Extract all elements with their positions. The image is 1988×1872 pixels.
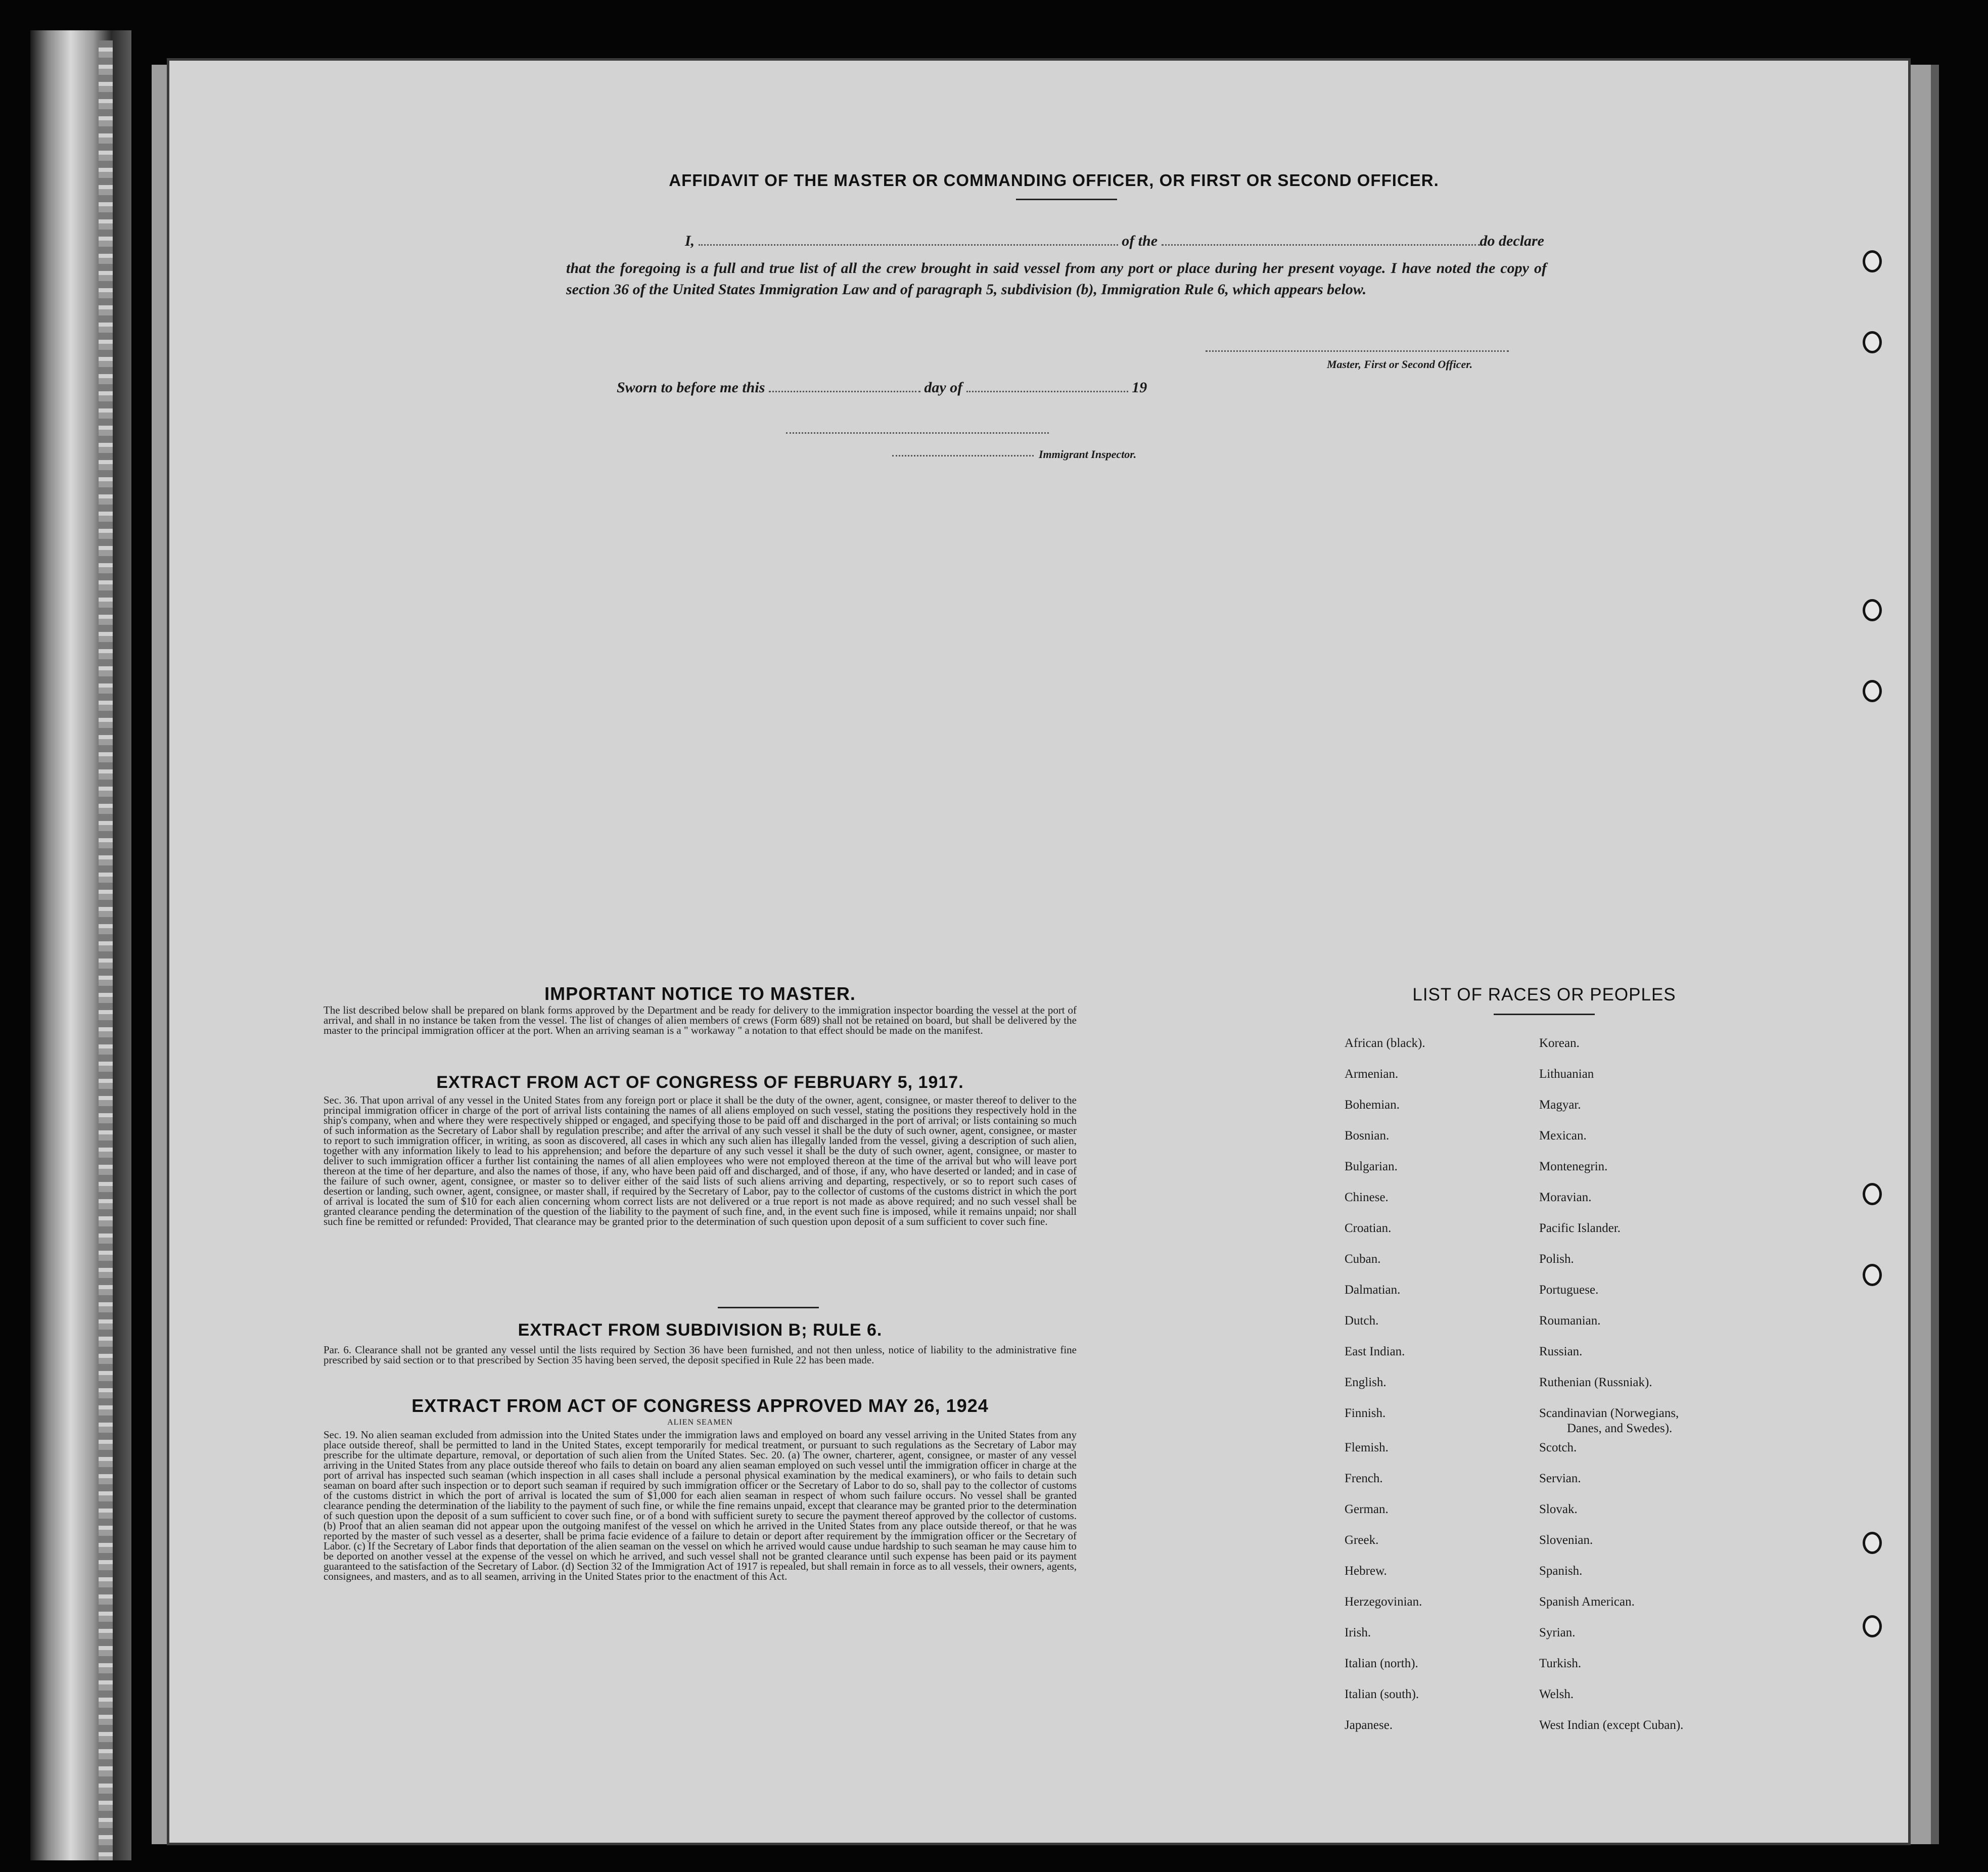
race-item: Lithuanian xyxy=(1539,1067,1594,1081)
race-item: Mexican. xyxy=(1539,1129,1587,1143)
race-item: East Indian. xyxy=(1345,1345,1405,1358)
punch-hole xyxy=(1863,1532,1882,1554)
race-item: Syrian. xyxy=(1539,1626,1576,1639)
declarant-name-field[interactable] xyxy=(699,244,1118,246)
race-item: Armenian. xyxy=(1345,1067,1399,1081)
master-signature-label: Master, First or Second Officer. xyxy=(1327,358,1473,371)
book-binding-spine xyxy=(30,30,131,1860)
race-item: Servian. xyxy=(1539,1472,1581,1485)
race-item: Portuguese. xyxy=(1539,1283,1599,1297)
race-item: German. xyxy=(1345,1502,1389,1516)
extract-rule6-body: Par. 6. Clearance shall not be granted any vessel until the lists required by Section 36 have been furnished, and not then unless, notice of liability to the administrative fine prescribed by said section or to that prescribed by Section 35 having been served, the deposit specified in Rule 22 has been made. xyxy=(323,1344,1077,1366)
race-item: Ruthenian (Russniak). xyxy=(1539,1376,1652,1389)
extract-1917-body: Sec. 36. That upon arrival of any vessel in the United States from any foreign port or place it shall be the duty of the owner, agent, consignee, or master thereof to deliver to the principal immigration officer in charge of the port of arrival lists containing the names of all aliens employed on such vessel, stating the positions they respectively hold in the ship's company, when and where they were respectively shipped or engaged, and specifying those to be paid off and discharged in the port of arrival; or lists containing so much of such information as the Secretary of Labor shall by regulation prescribe; and after the arrival of any such vessel it shall be the duty of such owner, agent, consignee, or master to report to such immigration officer, in writing, as soon as discovered, all cases in which any such alien has illegally landed from the vessel, giving a description of such alien, together with any information likely to lead to his apprehension; and before the departure of any such vessel it shall be the duty of such owner, agent, consignee, or master to deliver to such immigration officer a further list containing the names of all alien employees who were not employed thereon at the time of the arrival but who will leave port thereon at the time of her departure, and also the names of those, if any, who have been paid off and discharged, and of those, if any, who have deserted or landed; and in case of the failure of such owner, agent, consignee, or master so to deliver either of the said lists of such aliens arriving and departing, respectively, or so to report such cases of desertion or landing, such owner, agent, consignee, or master shall, if required by the Secretary of Labor, pay to the collector of customs of the customs district in which the port of arrival is located the sum of $10 for each alien concerning whom correct lists are not delivered or a true report is not made as above required; and no such vessel shall be granted clearance pending the determination of the question of the liability to the payment of such fine, and, in the event such fine is imposed, while it remains unpaid; nor shall such fine be remitted or refunded: Provided, That clearance may be granted prior to the determination of such question upon deposit of a sum sufficient to cover such fine. xyxy=(323,1094,1077,1227)
race-item: Finnish. xyxy=(1345,1406,1386,1420)
declarant-label: I, xyxy=(685,233,695,249)
notice-body: The list described below shall be prepared on blank forms approved by the Department and be ready for delivery to the immigration inspector boarding the vessel at the port of arrival, and shall in no instance be taken from the vessel. The list of changes of alien members of crews (Form 689) shall not be retained on board, but shall be delivered by the master to the principal immigration officer at the port. When an arriving seaman is a " workaway " a notation to that effect should be made on the manifest. xyxy=(323,1004,1077,1036)
affidavit-declaration-line xyxy=(685,233,1544,250)
race-item: African (black). xyxy=(1345,1036,1425,1050)
races-title: LIST OF RACES OR PEOPLES xyxy=(1412,985,1676,1005)
year-prefix: 19 xyxy=(1132,379,1147,396)
extract-divider xyxy=(718,1307,819,1308)
race-item: Japanese. xyxy=(1345,1718,1393,1732)
races-column-2 xyxy=(1539,1036,1792,1769)
races-title-rule xyxy=(1494,1014,1595,1015)
race-item: Irish. xyxy=(1345,1626,1371,1639)
vessel-of-label: of the xyxy=(1122,233,1158,249)
affidavit-title: AFFIDAVIT OF THE MASTER OR COMMANDING OFFICER, OR FIRST OR SECOND OFFICER. xyxy=(669,171,1439,190)
race-item: English. xyxy=(1345,1376,1386,1389)
race-item: Dutch. xyxy=(1345,1314,1379,1328)
inspector-signature-line[interactable] xyxy=(786,432,1049,434)
race-item: Moravian. xyxy=(1539,1191,1592,1204)
race-item: Scotch. xyxy=(1539,1441,1577,1454)
race-item: Turkish. xyxy=(1539,1657,1582,1670)
race-item: Herzegovinian. xyxy=(1345,1595,1422,1609)
punch-hole xyxy=(1863,1615,1882,1637)
race-item: Russian. xyxy=(1539,1345,1583,1358)
race-item: Dalmatian. xyxy=(1345,1283,1401,1297)
punch-hole xyxy=(1863,1183,1882,1205)
vessel-name-field[interactable] xyxy=(1162,244,1480,246)
race-item: Magyar. xyxy=(1539,1098,1581,1112)
extract-rule6-title: EXTRACT FROM SUBDIVISION B; RULE 6. xyxy=(518,1320,883,1340)
inspector-label: Immigrant Inspector. xyxy=(1039,448,1137,461)
punch-hole xyxy=(1863,331,1882,353)
master-signature-line[interactable] xyxy=(1206,350,1509,352)
affidavit-title-rule xyxy=(1016,199,1117,200)
extract-1924-title: EXTRACT FROM ACT OF CONGRESS APPROVED MAY 26, 1924 xyxy=(411,1395,989,1416)
race-item: Italian (south). xyxy=(1345,1687,1419,1701)
affidavit-body: that the foregoing is a full and true list of all the crew brought in said vessel from any port or place during her present voyage. I have noted the copy of section 36 of the United States Immigration Law and of paragraph 5, subdivision (b), Immigration Rule 6, which appears below. xyxy=(566,260,1547,298)
race-item: Bohemian. xyxy=(1345,1098,1400,1112)
do-declare-label: do declare xyxy=(1480,233,1544,249)
extract-1924-body: Sec. 19. No alien seaman excluded from admission into the United States under the immigration laws and employed on board any vessel arriving in the United States from any place outside thereof, shall be permitted to land in the United States, except temporarily for medical treatment, or pursuant to such regulations as the Secretary of Labor may prescribe for the ultimate departure, removal, or deportation of such alien from the United States. Sec. 20. (a) The owner, charterer, agent, consignee, or master of any vessel arriving in the United States from any place outside thereof who fails to detain on board any alien seaman employed on such vessel until the immigration officer in charge at the port of arrival has inspected such seaman (which inspection in all cases shall include a personal physical examination by the medical examiners), or who fails to detain such seaman on board after such inspection or to deport such seaman if required by such immigration officer or the Secretary of Labor to do so, shall pay to the collector of customs of the customs district in which the port of arrival is located the sum of $1,000 for each alien seaman in respect of whom such failure occurs. No vessel shall be granted clearance pending the determination of the liability to the payment of such fine, or while the fine remains unpaid, except that clearance may be granted prior to the determination of such question upon the deposit of a sum sufficient to cover such fine, or of a bond with sufficient surety to secure the payment thereof approved by the collector of customs. (b) Proof that an alien seaman did not appear upon the outgoing manifest of the vessel on which he arrived in the United States from any place outside thereof, or that he was reported by the master of such vessel as a deserter, shall be prima facie evidence of a failure to detain or deport after requirement by the immigration officer or the Secretary of Labor. (c) If the Secretary of Labor finds that deportation of the alien seaman on the vessel on which he arrived would cause undue hardship to such seaman he may cause him to be deported on another vessel at the expense of the vessel on which he arrived, and such vessel shall not be granted clearance until such expense has been paid or its payment guaranteed to the satisfaction of the Secretary of Labor. (d) Section 32 of the Immigration Act of 1917 is repealed, but shall remain in force as to all vessels, their owners, agents, consignees, and masters, and as to all seamen, arriving in the United States prior to the enactment of this Act. xyxy=(323,1429,1077,1582)
extract-1924-subtitle: ALIEN SEAMEN xyxy=(667,1418,733,1427)
race-item: Flemish. xyxy=(1345,1441,1389,1454)
sworn-month-field[interactable] xyxy=(966,391,1128,392)
race-item: Hebrew. xyxy=(1345,1564,1387,1578)
race-item: French. xyxy=(1345,1472,1383,1485)
races-column-1 xyxy=(1345,1036,1547,1769)
race-item: Danes, and Swedes). xyxy=(1567,1422,1673,1435)
race-item: Scandinavian (Norwegians, xyxy=(1539,1406,1679,1420)
race-item: West Indian (except Cuban). xyxy=(1539,1718,1684,1732)
race-item: Spanish American. xyxy=(1539,1595,1635,1609)
day-of-label: day of xyxy=(924,379,963,396)
race-item: Polish. xyxy=(1539,1252,1574,1266)
race-item: Korean. xyxy=(1539,1036,1580,1050)
sworn-label: Sworn to before me this xyxy=(617,379,765,396)
sworn-statement-line xyxy=(617,379,1274,396)
sworn-day-field[interactable] xyxy=(769,391,920,392)
race-item: Slovenian. xyxy=(1539,1533,1593,1547)
race-item: Montenegrin. xyxy=(1539,1160,1608,1173)
punch-hole xyxy=(1863,599,1882,621)
race-item: Chinese. xyxy=(1345,1191,1389,1204)
race-item: Roumanian. xyxy=(1539,1314,1601,1328)
race-item: Bulgarian. xyxy=(1345,1160,1398,1173)
race-item: Greek. xyxy=(1345,1533,1379,1547)
punch-hole xyxy=(1863,680,1882,702)
race-item: Italian (north). xyxy=(1345,1657,1418,1670)
punch-hole xyxy=(1863,250,1882,272)
race-item: Spanish. xyxy=(1539,1564,1583,1578)
manifest-page xyxy=(167,58,1911,1845)
race-item: Cuban. xyxy=(1345,1252,1381,1266)
punch-hole xyxy=(1863,1264,1882,1286)
race-item: Welsh. xyxy=(1539,1687,1574,1701)
extract-1917-title: EXTRACT FROM ACT OF CONGRESS OF FEBRUARY 5, 1917. xyxy=(436,1073,964,1092)
notice-title: IMPORTANT NOTICE TO MASTER. xyxy=(544,983,856,1004)
race-item: Slovak. xyxy=(1539,1502,1578,1516)
race-item: Pacific Islander. xyxy=(1539,1221,1621,1235)
race-item: Bosnian. xyxy=(1345,1129,1390,1143)
page-edges xyxy=(99,40,113,1860)
race-item: Croatian. xyxy=(1345,1221,1392,1235)
inspector-signature-line-2 xyxy=(892,455,1034,456)
